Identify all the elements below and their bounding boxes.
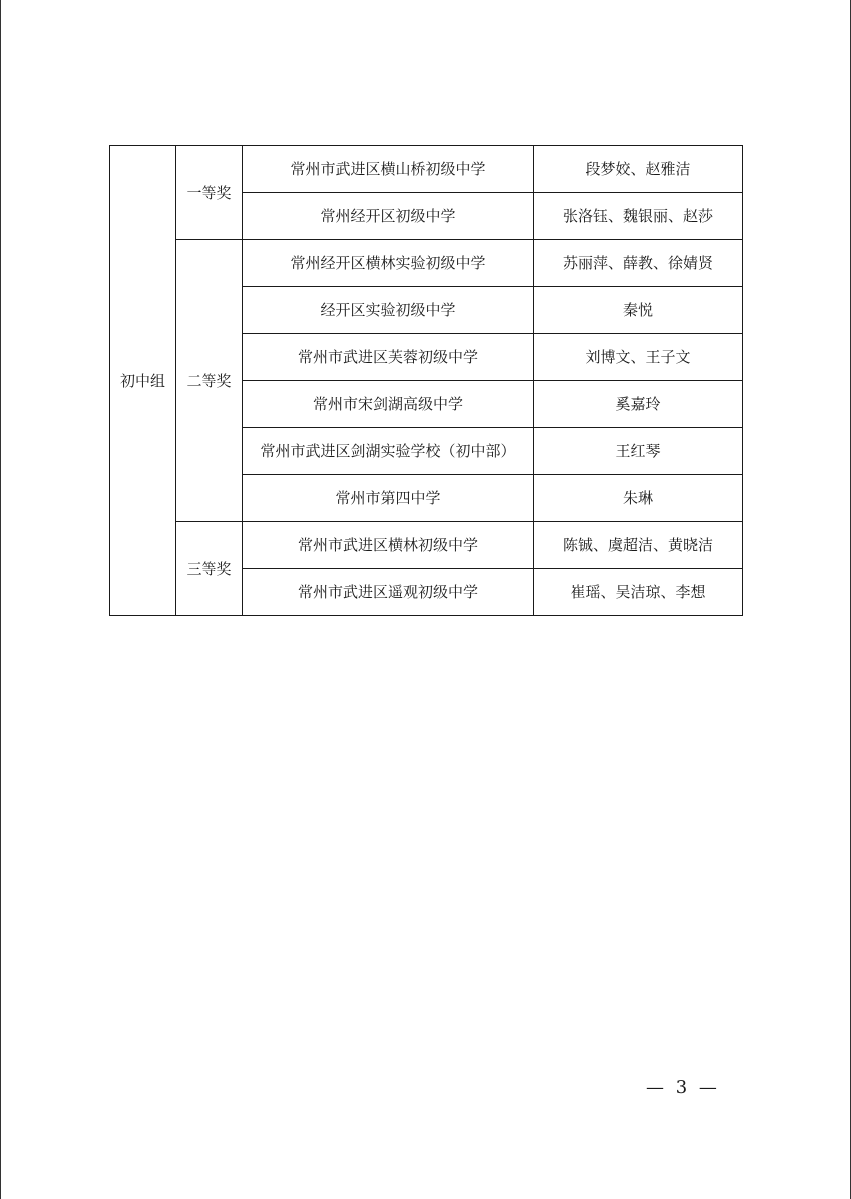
school-cell: 常州经开区横林实验初级中学 [243, 240, 534, 287]
table-row [110, 240, 743, 287]
names-cell: 陈铖、虞超洁、黄晓洁 [534, 522, 743, 569]
table-row [110, 146, 743, 193]
names-cell: 张洛钰、魏银丽、赵莎 [534, 193, 743, 240]
names-cell: 王红琴 [534, 428, 743, 475]
page-number: — 3 — [646, 1077, 720, 1098]
page-edge-left [0, 0, 1, 1199]
school-cell: 常州市武进区芙蓉初级中学 [243, 334, 534, 381]
names-cell: 段梦姣、赵雅洁 [534, 146, 743, 193]
names-cell: 崔瑶、吴洁琼、李想 [534, 569, 743, 616]
names-cell: 朱琳 [534, 475, 743, 522]
prize-level-first: 一等奖 [176, 146, 243, 240]
school-cell: 常州市第四中学 [243, 475, 534, 522]
school-cell: 常州市宋剑湖高级中学 [243, 381, 534, 428]
group-label-cell: 初中组 [110, 146, 176, 616]
school-cell: 常州经开区初级中学 [243, 193, 534, 240]
award-table [109, 145, 743, 616]
school-cell: 经开区实验初级中学 [243, 287, 534, 334]
school-cell: 常州市武进区剑湖实验学校（初中部） [243, 428, 534, 475]
prize-level-third: 三等奖 [176, 522, 243, 616]
school-cell: 常州市武进区遥观初级中学 [243, 569, 534, 616]
school-cell: 常州市武进区横林初级中学 [243, 522, 534, 569]
names-cell: 秦悦 [534, 287, 743, 334]
names-cell: 刘博文、王子文 [534, 334, 743, 381]
school-cell: 常州市武进区横山桥初级中学 [243, 146, 534, 193]
names-cell: 奚嘉玲 [534, 381, 743, 428]
prize-level-second: 二等奖 [176, 240, 243, 522]
table-row [110, 522, 743, 569]
names-cell: 苏丽萍、薛教、徐婧贤 [534, 240, 743, 287]
